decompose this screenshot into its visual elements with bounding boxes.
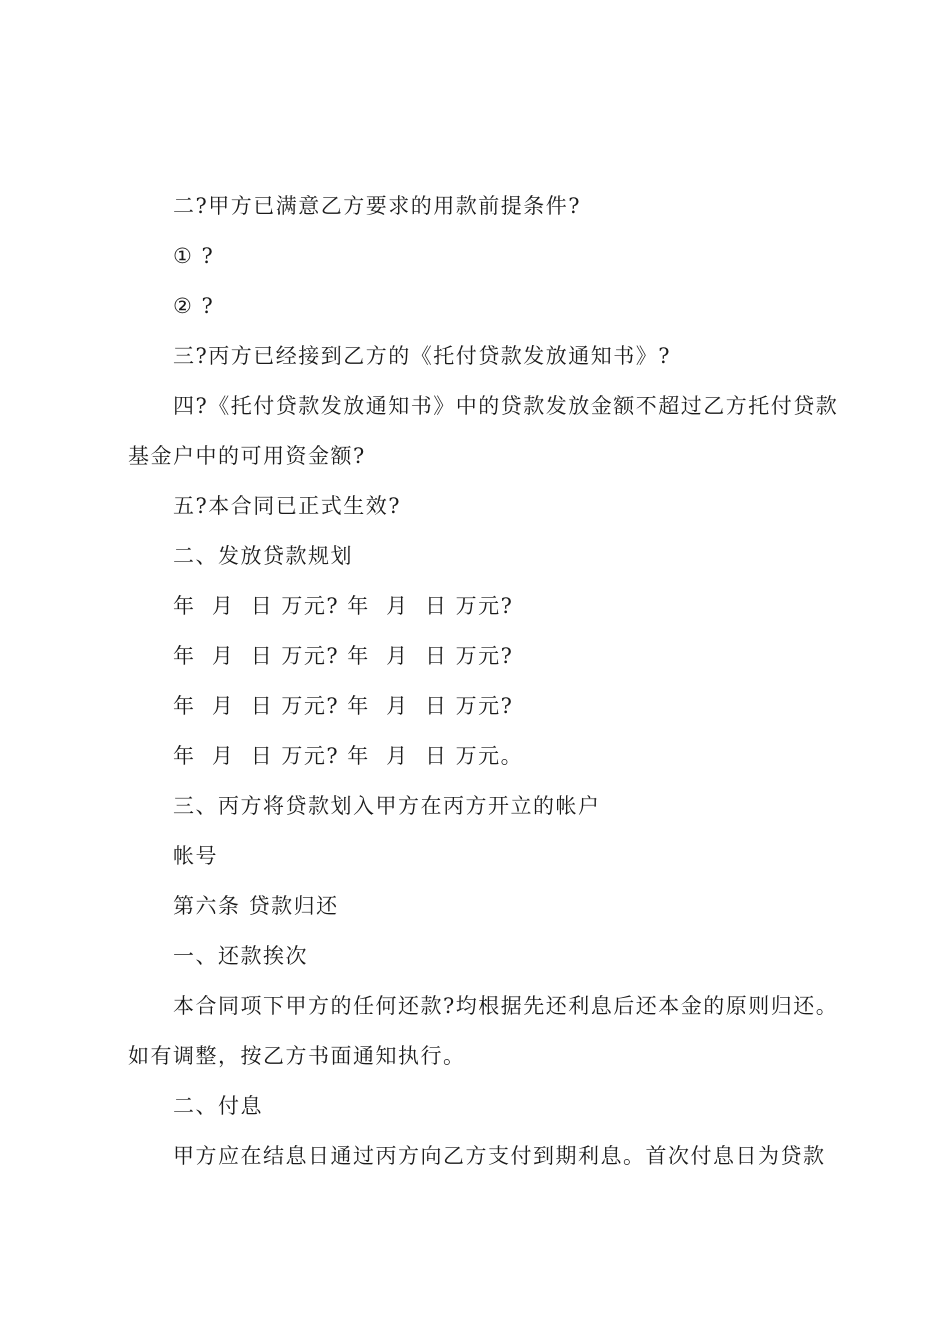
article-6-heading: 第六条 贷款归还 [173,894,339,918]
section-heading-account-transfer: 三、丙方将贷款划入甲方在丙方开立的帐户 [173,794,601,818]
clause-4-continued: 基金户中的可用资金额? [128,444,366,468]
clause-4-amount: 四?《托付贷款发放通知书》中的贷款发放金额不超过乙方托付贷款 [173,394,839,418]
clause-5-effective: 五?本合同已正式生效? [173,494,402,518]
repayment-order-continued: 如有调整，按乙方书面通知执行。 [128,1044,466,1068]
item-1: ① ? [173,244,215,268]
plan-row-2: 年 月 日 万元? 年 月 日 万元? [173,644,514,668]
interest-heading: 二、付息 [173,1094,263,1118]
account-number-label: 帐号 [173,844,218,868]
plan-row-3: 年 月 日 万元? 年 月 日 万元? [173,694,514,718]
repayment-order-text: 本合同项下甲方的任何还款?均根据先还利息后还本金的原则归还。 [173,994,839,1018]
item-2: ② ? [173,294,215,318]
clause-3-notice: 三?丙方已经接到乙方的《托付贷款发放通知书》? [173,344,672,368]
plan-row-4: 年 月 日 万元? 年 月 日 万元。 [173,744,524,768]
interest-text: 甲方应在结息日通过丙方向乙方支付到期利息。首次付息日为贷款 [173,1144,826,1168]
section-heading-disbursement-plan: 二、发放贷款规划 [173,544,353,568]
plan-row-1: 年 月 日 万元? 年 月 日 万元? [173,594,514,618]
clause-2-precondition: 二?甲方已满意乙方要求的用款前提条件? [173,194,582,218]
repayment-order-heading: 一、还款挨次 [173,944,308,968]
